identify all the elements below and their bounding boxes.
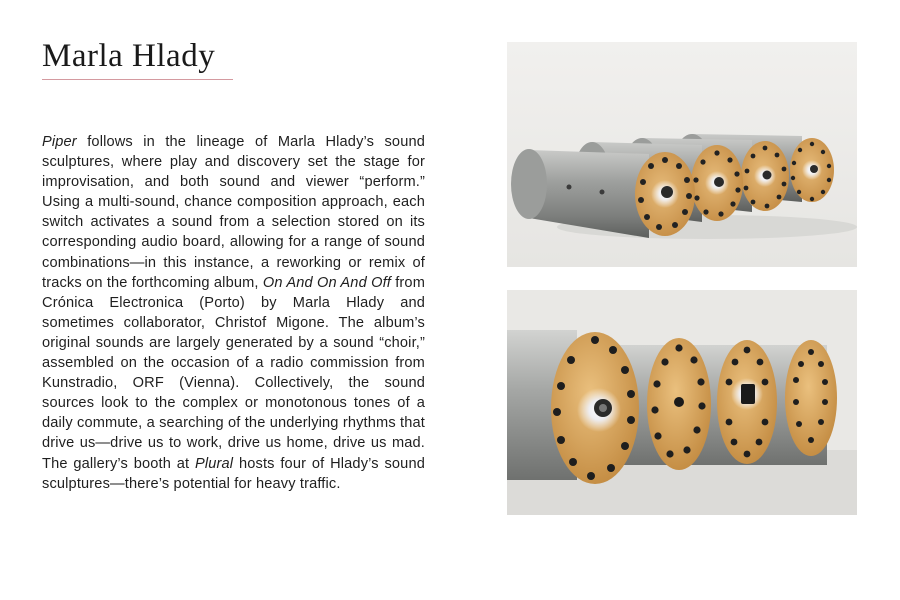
- sculptures-row-photo: [507, 42, 857, 267]
- face-4: [785, 340, 837, 456]
- face-2: [647, 338, 711, 470]
- sculptures-closeup-image: [507, 290, 857, 515]
- face-1: [551, 332, 639, 484]
- venue-title: Plural: [194, 455, 234, 472]
- sculptures-closeup-photo: [507, 290, 857, 515]
- description-part-2: from Crónica Electronica (Porto) by Marla Hlady and sometimes collaborator, Christof Migone. The album’s original sounds are largely generated by a sound “choir,” assembled on the occasion of a radio commission from Kunstradio, ORF (Vienna). Collectively, the sound sources look to the complex or monotonous tones of a daily commute, a searching of the underlying rhythms that drive us—drive us to work, drive us home, drive us mad. The gallery’s booth at: [42, 274, 426, 472]
- description-text: [42, 132, 425, 494]
- album-title: On And On And Off: [262, 274, 391, 291]
- description-part-1: follows in the lineage of Marla Hlady’s sound sculptures, where play and discovery set the stage for improvisation, and both sound and viewer “perform.” Using a multi-sound, chance composition approach, each switch activates a sound from a selection stored on its corresponding audio board, allowing for a range of sound combinations—in this instance, a reworking or remix of tracks on the forthcoming album,: [42, 134, 425, 291]
- sculptures-row-image: [507, 42, 857, 267]
- face-3: [717, 340, 777, 464]
- description-part-3: hosts four of Hlady’s sound sculptures—there’s potential for heavy traffic.: [42, 455, 425, 492]
- work-title: Piper: [42, 134, 77, 150]
- title-underline: [42, 79, 233, 80]
- page-title: Marla Hlady: [42, 38, 216, 74]
